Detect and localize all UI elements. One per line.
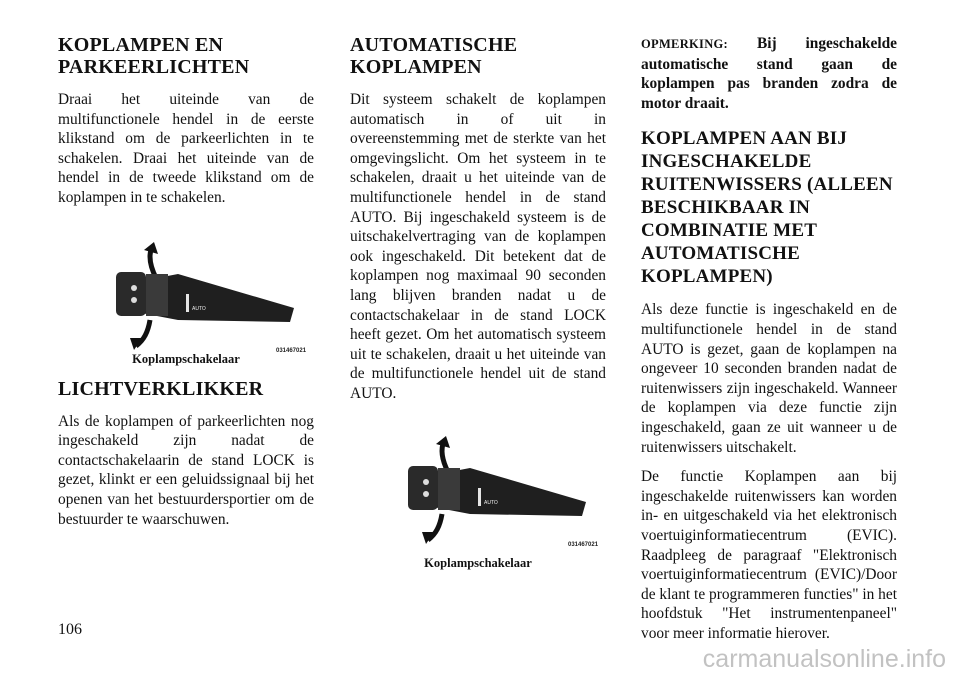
paragraph-lichtverklikker: Als de koplampen of parkeerlichten nog ingeschakeld zijn nadat de contactschakelaarin de stand LOCK is gezet, klinkt er een geluidssignaal bij het openen van het bestuurdersportier om de bestuurder te waarschuwen.	[58, 412, 314, 528]
figure-caption: Koplampschakelaar	[424, 555, 532, 570]
figure-code: 031467021	[276, 347, 307, 354]
headlamp-switch-illustration	[350, 436, 606, 546]
lever-auto-label: AUTO	[484, 499, 498, 506]
page-number: 106	[58, 621, 82, 638]
figure-caption: Koplampschakelaar	[132, 351, 240, 366]
column-right	[641, 30, 897, 653]
lever-marker-line	[186, 294, 189, 312]
light-symbol-icon	[423, 479, 429, 485]
paragraph-ruitenwissers-1: Als deze functie is ingeschakeld en de multifunctionele hendel in de stand AUTO is gezet, gaan de koplampen na ongeveer 10 seconden branden nadat de ruitenwissers zijn ingeschakeld. Wanneer de koplampen via deze functie zijn ingeschakeld, gaan ze uit wanneer u de ruitenwissers uitschakelt.	[641, 301, 897, 456]
note-text: Bij ingeschakelde automatische stand gaan de koplampen pas branden zodra de motor draait.	[641, 35, 897, 112]
parking-light-symbol-icon	[131, 297, 137, 303]
figure-code: 031467021	[568, 541, 599, 548]
paragraph-automatische-koplampen: Dit systeem schakelt de koplampen automatisch in of uit in overeenstemming met de sterkte van het omgevingslicht. Om het systeem in te schakelen, draait u het uiteinde van de multifunctionele hendel in de stand AUTO. Bij ingeschakeld systeem is de uitschakelvertraging van de koplampen ook ingeschakeld. Dit betekent dat de koplampen nog maximaal 90 seconden lang blijven branden nadat u de contactschakelaar in de stand LOCK heeft gezet. Om het automatisch systeem uit te schakelen, draait u het uiteinde van de multifunctionele hendel uit de stand AUTO.	[350, 91, 606, 402]
parking-light-symbol-icon	[423, 491, 429, 497]
lever-end-cap	[116, 272, 146, 316]
lever-rotary-ring	[146, 274, 168, 316]
headlamp-switch-illustration	[58, 242, 314, 352]
paragraph-koplampen: Draai het uiteinde van de multifunctionele hendel in de eerste klikstand om de parkeerlichten in te schakelen. Draai het uiteinde van de hendel in de tweede klikstand om de koplampen in te schakelen.	[58, 91, 314, 206]
heading-koplampen-ruitenwissers: KOPLAMPEN AAN BIJ INGESCHAKELDE RUITENWISSERS (ALLEEN BESCHIKBAAR IN COMBINATIE MET AUTOMATISCHE KOPLAMPEN)	[641, 128, 893, 288]
note	[641, 34, 897, 113]
figure-koplampschakelaar-1	[58, 242, 314, 364]
lever-marker-line	[478, 488, 481, 506]
column-left	[58, 30, 314, 539]
figure-koplampschakelaar-2	[350, 436, 606, 570]
heading-automatische-koplampen: AUTOMATISCHE KOPLAMPEN	[350, 34, 518, 78]
paragraph-ruitenwissers-2: De functie Koplampen aan bij ingeschakelde ruitenwissers kan worden in- en uitgeschakeld via het elektronisch voertuiginformatiecentrum (EVIC). Raadpleeg de paragraaf "Elektronisch voertuiginformatiecentrum (EVIC)/Door de klant te programmeren functies" in het hoofdstuk "Het instrumentenpaneel" voor meer informatie hierover.	[641, 468, 897, 642]
heading-koplampen-parkeerlichten: KOPLAMPEN EN PARKEERLICHTEN	[58, 34, 250, 78]
lever-rotary-ring	[438, 468, 460, 510]
lever-auto-label: AUTO	[192, 305, 206, 312]
column-middle	[350, 30, 606, 570]
light-symbol-icon	[131, 285, 137, 291]
watermark: carmanualsonline.info	[702, 645, 946, 673]
heading-lichtverklikker: LICHTVERKLIKKER	[58, 377, 264, 400]
lever-end-cap	[408, 466, 438, 510]
note-label: OPMERKING:	[641, 37, 729, 51]
